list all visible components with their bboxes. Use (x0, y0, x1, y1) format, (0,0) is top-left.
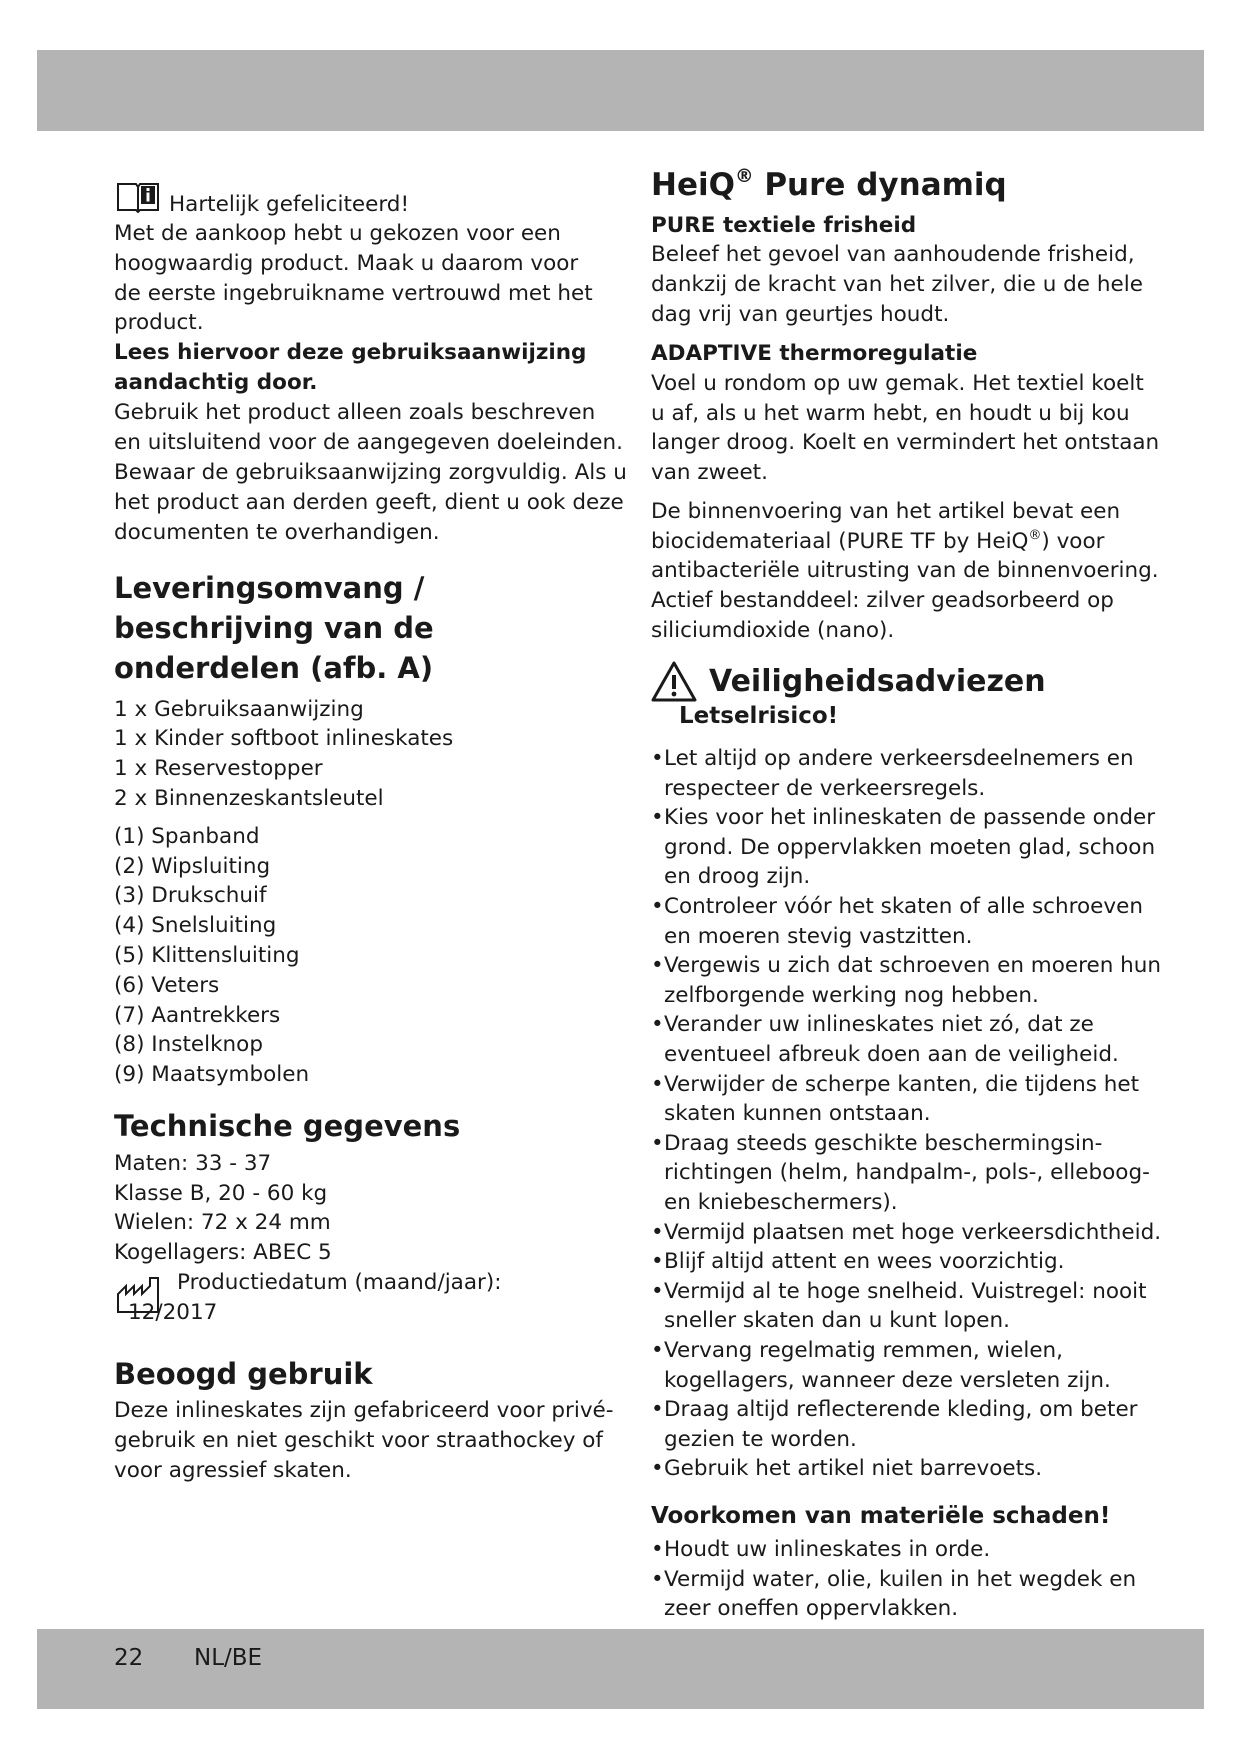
part-item: (6) Veters (114, 973, 220, 998)
bullet-text: gezien te worden. (664, 1426, 857, 1452)
intended-use-line: gebruik en niet geschikt voor straathockey of (114, 1428, 603, 1453)
delivery-item: 2 x Binnenzeskantsleutel (114, 786, 384, 811)
bullet-text: Kies voor het inlineskaten de passende onder (664, 805, 1156, 831)
pure-title: PURE textiele frisheid (651, 213, 917, 238)
bullet-text: kogellagers, wanneer deze versleten zijn. (664, 1367, 1111, 1393)
intro-bold-line: aandachtig door. (114, 370, 318, 395)
bullet-dot: • (651, 953, 664, 979)
technical-heading: Technische gegevens (114, 1109, 461, 1143)
bullet-item-continuation (651, 1306, 1010, 1336)
bullet-text: Draag steeds geschikte beschermingsin- (664, 1130, 1103, 1156)
bullet-dot: • (651, 1397, 664, 1423)
part-item: (1) Spanband (114, 824, 260, 849)
lining-text: biocidemateriaal (PURE TF by HeiQ (651, 529, 1029, 554)
intro-line: en uitsluitend voor de aangegeven doeleinden. (114, 430, 623, 455)
production-label: Productiedatum (maand/jaar): (177, 1270, 502, 1295)
bullet-item (651, 1070, 1139, 1100)
part-item: (2) Wipsluiting (114, 854, 271, 879)
intro-line: Met de aankoop hebt u gekozen voor een (114, 221, 561, 246)
lining-line (651, 527, 1104, 557)
bullet-item-continuation (651, 981, 1039, 1011)
bullet-dot: • (651, 1278, 664, 1304)
bullet-text: grond. De oppervlakken moeten glad, schoon (664, 834, 1156, 860)
bullet-item (651, 803, 1155, 833)
bullet-item (651, 1010, 1094, 1040)
bullet-item (651, 1218, 1161, 1248)
part-item: (5) Klittensluiting (114, 943, 300, 968)
delivery-item: 1 x Gebruiksaanwijzing (114, 697, 364, 722)
delivery-item: 1 x Kinder softboot inlineskates (114, 726, 454, 751)
lining-text: ) voor (1041, 529, 1105, 554)
bullet-dot: • (651, 805, 664, 831)
bullet-item-continuation (651, 1425, 857, 1455)
bullet-item-continuation (651, 1158, 1150, 1188)
delivery-item: 1 x Reservestopper (114, 756, 323, 781)
bullet-item (651, 892, 1143, 922)
bullet-text: Controleer vóór het skaten of alle schroeven (664, 894, 1143, 919)
bullet-text: Gebruik het artikel niet barrevoets. (664, 1456, 1043, 1482)
part-item: (7) Aantrekkers (114, 1003, 281, 1028)
bullet-item (651, 1454, 1042, 1484)
bullet-dot: • (651, 746, 664, 771)
technical-line: Kogellagers: ABEC 5 (114, 1240, 332, 1265)
technical-line: Maten: 33 - 37 (114, 1151, 272, 1176)
bullet-dot: • (651, 1249, 664, 1275)
part-item: (3) Drukschuif (114, 883, 267, 908)
pure-line: dag vrij van geurtjes houdt. (651, 302, 950, 327)
bullet-text: en droog zijn. (664, 864, 811, 890)
bullet-dot: • (651, 1537, 664, 1562)
bullet-text: skaten kunnen ontstaan. (664, 1101, 931, 1127)
bullet-text: en kniebeschermers). (664, 1190, 898, 1215)
bullet-text: sneller skaten dan u kunt lopen. (664, 1308, 1010, 1334)
delivery-heading: beschrijving van de (114, 611, 434, 645)
bullet-item (651, 951, 1161, 981)
bullet-text: Vervang regelmatig remmen, wielen, (664, 1338, 1064, 1363)
info-book-icon (116, 180, 160, 213)
damage-heading: Voorkomen van materiële schaden! (651, 1503, 1111, 1529)
technical-line: Wielen: 72 x 24 mm (114, 1210, 331, 1235)
lining-line: Actief bestanddeel: zilver geadsorbeerd op (651, 588, 1114, 613)
bullet-item (651, 1277, 1147, 1307)
part-item: (9) Maatsymbolen (114, 1062, 310, 1087)
bullet-item (651, 744, 1134, 774)
bullet-text: Houdt uw inlineskates in orde. (664, 1537, 991, 1562)
part-item: (4) Snelsluiting (114, 913, 277, 938)
adaptive-line: u af, als u het warm hebt, en houdt u bij kou (651, 401, 1130, 426)
heiq-brand: HeiQ (651, 167, 735, 203)
production-date: 12/2017 (128, 1300, 218, 1325)
bullet-item (651, 1565, 1136, 1595)
bullet-item-continuation (651, 1188, 898, 1218)
pure-line: dankzij de kracht van het zilver, die u de hele (651, 272, 1143, 297)
intro-greeting: Hartelijk gefeliciteerd! (169, 192, 410, 217)
bullet-text: zeer oneffen oppervlakken. (664, 1596, 959, 1622)
intro-line: Bewaar de gebruiksaanwijzing zorgvuldig. Als u (114, 460, 627, 485)
bullet-text: Verander uw inlineskates niet zó, dat ze (664, 1012, 1094, 1038)
bullet-text: Verwijder de scherpe kanten, die tijdens het (664, 1071, 1140, 1097)
delivery-heading: Leveringsomvang / (114, 571, 425, 605)
intro-line: Gebruik het product alleen zoals beschreven (114, 400, 596, 425)
bullet-item-continuation (651, 833, 1155, 863)
bullet-text: Blijf altijd attent en wees voorzichtig. (664, 1249, 1065, 1275)
registered-mark: ® (734, 165, 754, 187)
intro-line: documenten te overhandigen. (114, 520, 440, 545)
adaptive-line: van zweet. (651, 460, 768, 485)
bullet-dot: • (651, 1338, 664, 1363)
intended-use-heading: Beoogd gebruik (114, 1357, 373, 1391)
lining-line: siliciumdioxide (nano). (651, 618, 895, 643)
header-band (37, 50, 1204, 131)
bullet-text: Vergewis u zich dat schroeven en moeren hun (664, 953, 1162, 979)
bullet-item-continuation (651, 1594, 958, 1624)
heiq-heading-rest: Pure dynamiq (753, 167, 1007, 203)
safety-heading: Veiligheidsadviezen (709, 664, 1046, 699)
lining-line: De binnenvoering van het artikel bevat een (651, 499, 1121, 524)
heiq-heading (651, 165, 1007, 205)
bullet-item-continuation (651, 1366, 1111, 1396)
bullet-text: richtingen (helm, handpalm-, pols-, elleboog- (664, 1160, 1150, 1186)
intro-line: de eerste ingebruikname vertrouwd met het (114, 281, 593, 306)
adaptive-line: langer droog. Koelt en vermindert het ontstaan (651, 430, 1160, 455)
bullet-text: Let altijd op andere verkeersdeelnemers en (664, 746, 1134, 771)
footer-locale: NL/BE (194, 1645, 263, 1671)
delivery-heading: onderdelen (afb. A) (114, 651, 434, 685)
bullet-text: Vermijd al te hoge snelheid. Vuistregel: nooit (664, 1278, 1147, 1304)
bullet-item-continuation (651, 1040, 1119, 1070)
pure-line: Beleef het gevoel van aanhoudende frisheid, (651, 242, 1135, 267)
bullet-dot: • (651, 1566, 664, 1592)
bullet-dot: • (651, 1130, 664, 1156)
bullet-item-continuation (651, 1099, 931, 1129)
bullet-dot: • (651, 1219, 664, 1245)
bullet-dot: • (651, 1012, 664, 1038)
intended-use-line: voor agressief skaten. (114, 1458, 352, 1483)
intro-line: hoogwaardig product. Maak u daarom voor (114, 251, 579, 276)
bullet-item (651, 1129, 1102, 1159)
warning-icon (651, 660, 697, 702)
bullet-dot: • (651, 894, 664, 919)
bullet-item-continuation (651, 774, 985, 804)
safety-subheading: Letselrisico! (679, 703, 839, 729)
bullet-text: en moeren stevig vastzitten. (664, 923, 973, 949)
bullet-item-continuation (651, 862, 810, 892)
bullet-item (651, 1535, 990, 1565)
adaptive-title: ADAPTIVE thermoregulatie (651, 341, 978, 366)
registered-mark: ® (1028, 527, 1042, 543)
bullet-item (651, 1395, 1138, 1425)
lining-line: antibacteriële uitrusting van de binnenvoering. (651, 558, 1159, 583)
intro-bold-line: Lees hiervoor deze gebruiksaanwijzing (114, 340, 587, 365)
part-item: (8) Instelknop (114, 1032, 263, 1057)
bullet-text: Draag altijd reflecterende kleding, om beter (664, 1397, 1138, 1423)
intro-line: product. (114, 310, 204, 335)
technical-line: Klasse B, 20 - 60 kg (114, 1181, 328, 1206)
bullet-text: Vermijd water, olie, kuilen in het wegdek en (664, 1566, 1137, 1592)
bullet-text: eventueel afbreuk doen aan de veiligheid. (664, 1042, 1119, 1067)
bullet-item (651, 1336, 1063, 1366)
bullet-dot: • (651, 1071, 664, 1097)
bullet-text: respecteer de verkeersregels. (664, 775, 986, 801)
bullet-item (651, 1247, 1064, 1277)
intro-line: het product aan derden geeft, dient u ook deze (114, 490, 624, 515)
adaptive-line: Voel u rondom op uw gemak. Het textiel koelt (651, 371, 1144, 396)
bullet-text: zelfborgende werking nog hebben. (664, 982, 1039, 1008)
bullet-item-continuation (651, 922, 972, 952)
bullet-dot: • (651, 1456, 664, 1482)
intended-use-line: Deze inlineskates zijn gefabriceerd voor privé- (114, 1398, 614, 1423)
page-number: 22 (114, 1645, 144, 1671)
bullet-text: Vermijd plaatsen met hoge verkeersdichtheid. (664, 1219, 1162, 1245)
